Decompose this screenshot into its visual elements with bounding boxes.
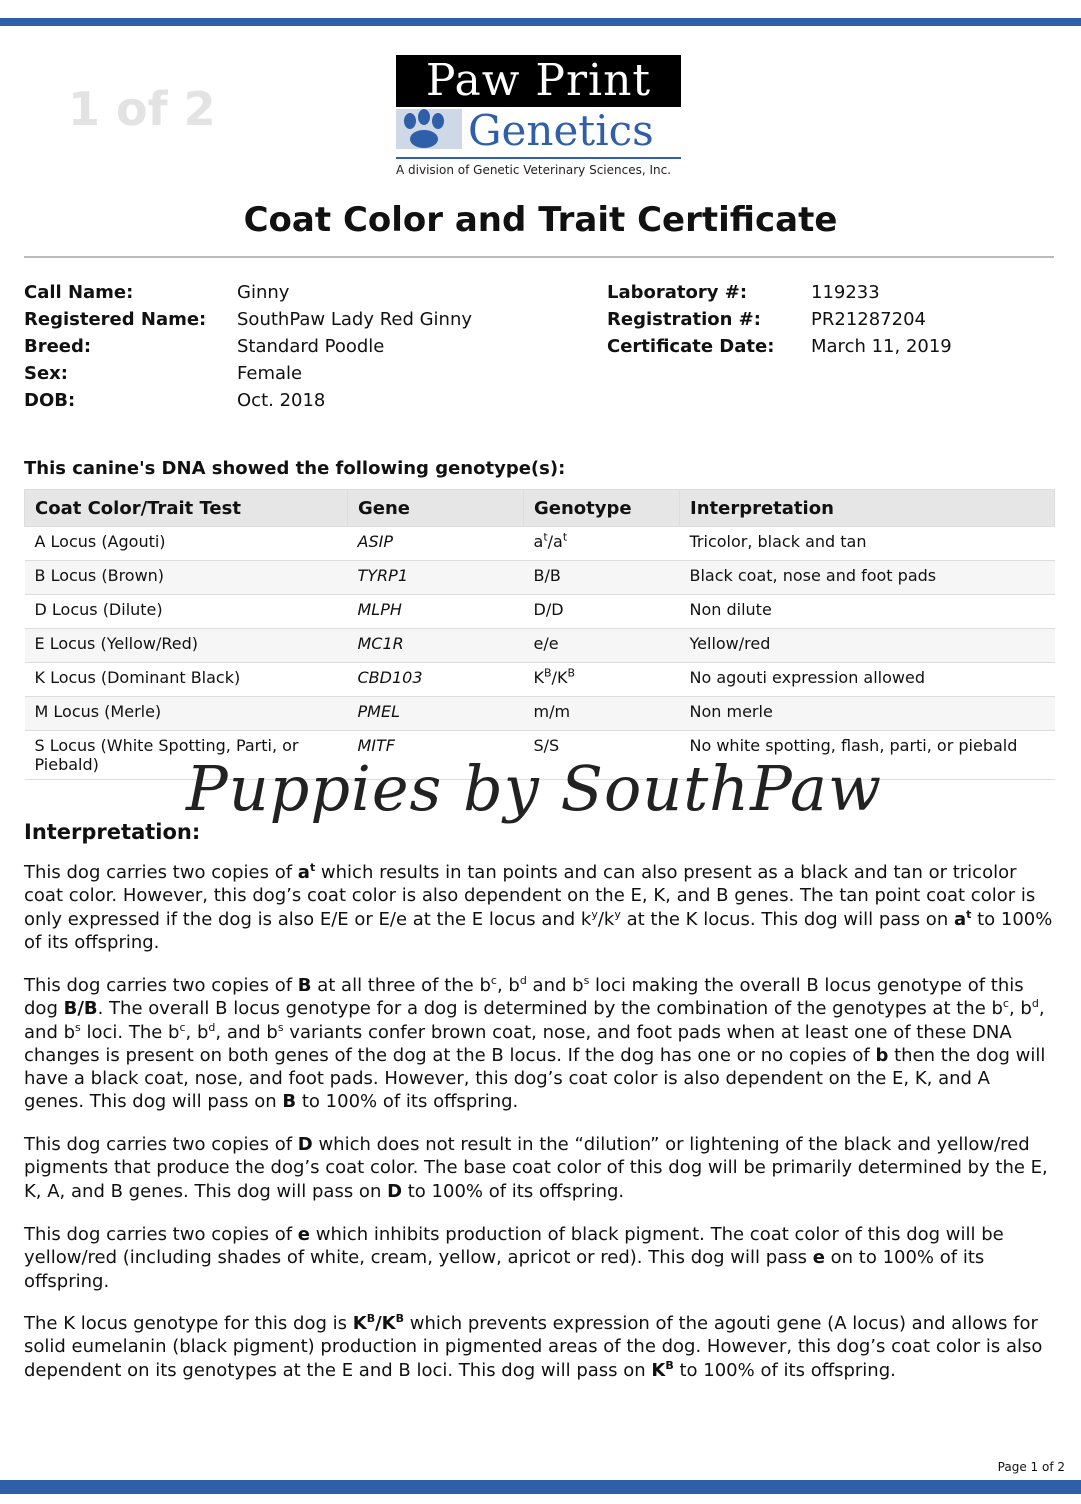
col-header-gene: Gene	[348, 490, 524, 527]
cell-genotype: m/m	[524, 697, 680, 731]
table-row	[25, 629, 1055, 663]
genotype-heading: This canine's DNA showed the following genotype(s):	[24, 458, 566, 479]
title-divider	[24, 256, 1054, 258]
paragraph-d-locus: This dog carries two copies of D which does not result in the “dilution” or lightening of the black and yellow/red pigments that produce the dog’s coat color. The base coat color of this dog will be primarily determined by the E, K, A, and B genes. This dog will pass on D to 100% of its offspring.	[24, 1134, 1048, 1202]
cell-gene: ASIP	[348, 527, 524, 561]
cell-test: D Locus (Dilute)	[25, 595, 348, 629]
paw-print-icon	[396, 109, 462, 149]
cell-gene: PMEL	[348, 697, 524, 731]
cell-gene: CBD103	[348, 663, 524, 697]
dog-labels	[24, 279, 206, 414]
breed-value: Standard Poodle	[237, 336, 385, 357]
lab-labels	[607, 279, 774, 360]
paragraph-b-locus: This dog carries two copies of B at all three of the $b^c$, $b^d$ and $b^s$ loci making the overall B locus genotype of this dog B/B. The overall B locus genotype for a dog is determined by the combination of the genotypes at the $b^c$, $b^d$, and $b^s$ loci. The $b^c$, $b^d$, and $b^s$ variants confer brown coat, nose, and foot pads when at least one of these DNA changes is present on both genes of the dog at the B locus. If the dog has one or no copies of b then the dog will have a black coat, nose, and foot pads. However, this dog’s coat color is also dependent on the E, K, and A genes. This dog will pass on B to 100% of its offspring.	[24, 974, 1046, 1113]
cell-genotype: S/S	[524, 731, 680, 780]
col-header-genotype: Genotype	[524, 490, 680, 527]
cell-test: M Locus (Merle)	[25, 697, 348, 731]
registration-number-value: PR21287204	[811, 309, 926, 330]
cell-interpretation: Yellow/red	[680, 629, 1055, 663]
registered-name-label: Registered Name:	[24, 309, 207, 330]
cell-genotype: B/B	[524, 561, 680, 595]
paragraph-e-locus: This dog carries two copies of e which inhibits production of black pigment. The coat color of this dog will be yellow/red (including shades of white, cream, yellow, apricot or red). This dog will pass e on to 100% of its offspring.	[24, 1224, 1004, 1292]
col-header-test: Coat Color/Trait Test	[25, 490, 348, 527]
registered-name-value: SouthPaw Lady Red Ginny	[237, 309, 473, 330]
lab-number-value: 119233	[811, 282, 880, 303]
cell-gene: MC1R	[348, 629, 524, 663]
cell-genotype: D/D	[524, 595, 680, 629]
cell-genotype: $K^B/K^B$	[524, 663, 680, 697]
table-row	[25, 561, 1055, 595]
cell-test: B Locus (Brown)	[25, 561, 348, 595]
page-counter-watermark: 1 of 2	[68, 82, 216, 136]
cell-gene: TYRP1	[348, 561, 524, 595]
cell-test: A Locus (Agouti)	[25, 527, 348, 561]
cell-interpretation: No white spotting, flash, parti, or piebald	[680, 731, 1055, 780]
cell-interpretation: Non dilute	[680, 595, 1055, 629]
call-name-label: Call Name:	[24, 282, 134, 303]
lab-values	[811, 279, 952, 360]
cell-gene: MLPH	[348, 595, 524, 629]
cell-test: K Locus (Dominant Black)	[25, 663, 348, 697]
dob-label: DOB:	[24, 390, 76, 411]
logo-line1: Paw Print	[396, 55, 681, 107]
cell-genotype: $a^t/a^t$	[524, 527, 680, 561]
logo-division: A division of Genetic Veterinary Sciences, Inc.	[396, 163, 672, 177]
dob-value: Oct. 2018	[237, 390, 326, 411]
cell-interpretation: Black coat, nose and foot pads	[680, 561, 1055, 595]
page-title: Coat Color and Trait Certificate	[243, 200, 838, 240]
logo-line2: Genetics	[468, 106, 654, 155]
company-logo	[396, 55, 684, 177]
certificate-date-label: Certificate Date:	[607, 336, 775, 357]
lab-number-label: Laboratory #:	[607, 282, 748, 303]
page-footer: Page 1 of 2	[997, 1460, 1065, 1474]
col-header-interpretation: Interpretation	[680, 490, 1055, 527]
paragraph-a-locus: This dog carries two copies of $a^t$ which results in tan points and can also present as a black and tan or tricolor coat color. However, this dog’s coat color is also dependent on the E, K, and B genes. The tan point coat color is only expressed if the dog is also E/E or E/e at the E locus and $k^y/k^y$ at the K locus. This dog will pass on $a^t$ to 100% of its offspring.	[24, 861, 1053, 953]
paragraph-k-locus: The K locus genotype for this dog is $K^B/K^B$ which prevents expression of the agouti gene (A locus) and allows for solid eumelanin (black pigment) production in pigmented areas of the dog. However, this dog’s coat color is also dependent on its genotypes at the E and B loci. This dog will pass on $K^B$ to 100% of its offspring.	[24, 1312, 1043, 1381]
registration-number-label: Registration #:	[607, 309, 761, 330]
cell-interpretation: Tricolor, black and tan	[680, 527, 1055, 561]
cell-genotype: e/e	[524, 629, 680, 663]
cell-test: S Locus (White Spotting, Parti, or Piebald)	[25, 731, 348, 780]
call-name-value: Ginny	[237, 282, 290, 303]
interpretation-heading: Interpretation:	[24, 820, 201, 844]
sex-label: Sex:	[24, 363, 68, 384]
cell-test: E Locus (Yellow/Red)	[25, 629, 348, 663]
breed-label: Breed:	[24, 336, 92, 357]
dog-values	[237, 279, 472, 414]
certificate-date-value: March 11, 2019	[811, 336, 952, 357]
cell-gene: MITF	[348, 731, 524, 780]
watermark-signature: Puppies by SouthPaw	[186, 752, 883, 825]
top-border	[0, 0, 1081, 38]
table-row	[25, 527, 1055, 561]
bottom-border	[0, 1480, 1081, 1494]
sex-value: Female	[237, 363, 303, 384]
cell-interpretation: No agouti expression allowed	[680, 663, 1055, 697]
table-row	[25, 595, 1055, 629]
genotype-table	[24, 489, 1055, 780]
table-header-row	[25, 490, 1055, 527]
table-row	[25, 697, 1055, 731]
table-row	[25, 663, 1055, 697]
cell-interpretation: Non merle	[680, 697, 1055, 731]
